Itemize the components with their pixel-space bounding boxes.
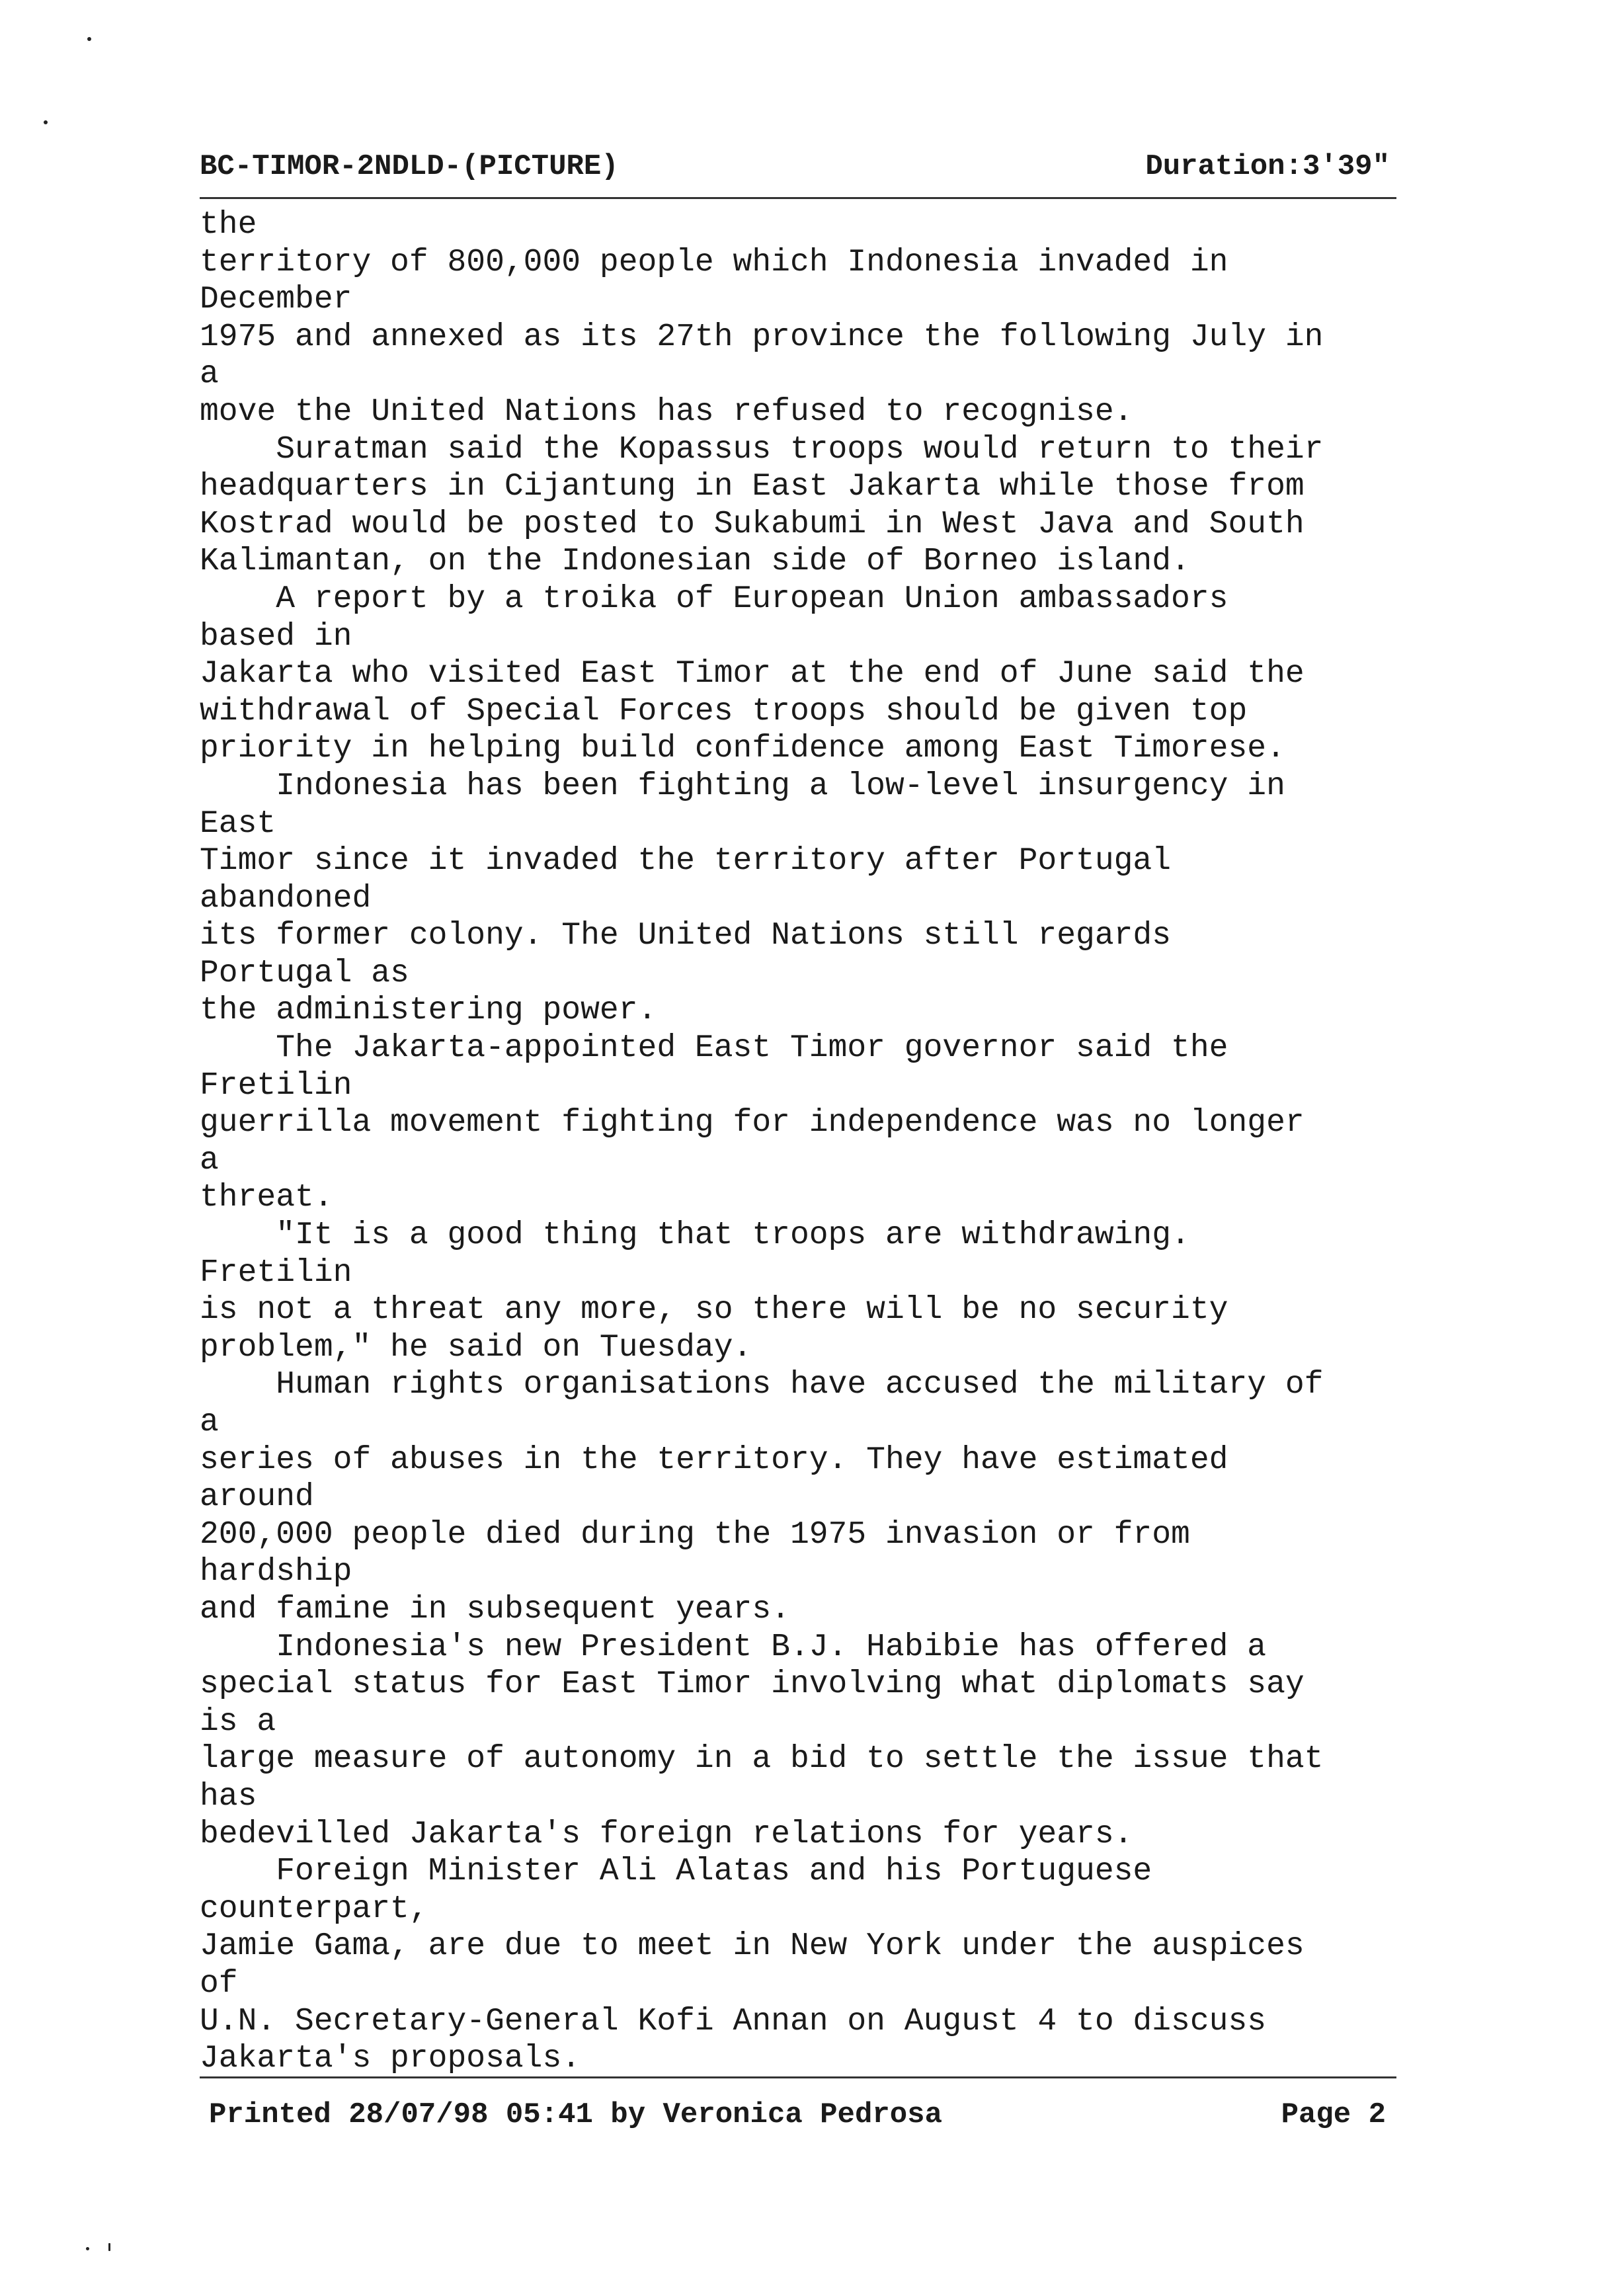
text-line: Portugal as bbox=[200, 955, 409, 991]
story-slug: BC-TIMOR-2NDLD-(PICTURE) bbox=[200, 150, 619, 183]
text-line: priority in helping build confidence among East Timorese. bbox=[200, 731, 1285, 767]
text-line: threat. bbox=[200, 1180, 333, 1216]
text-line: Human rights organisations have accused the military of bbox=[200, 1367, 1324, 1403]
text-line: large measure of autonomy in a bid to settle the issue that bbox=[200, 1741, 1324, 1778]
text-line: Indonesia has been fighting a low-level insurgency in bbox=[200, 768, 1285, 804]
text-line: East bbox=[200, 805, 276, 842]
text-line: a bbox=[200, 1405, 219, 1440]
text-line: December bbox=[200, 282, 352, 318]
text-line: A report by a troika of European Union ambassadors bbox=[200, 581, 1228, 617]
scan-speck bbox=[86, 2247, 89, 2250]
text-line: move the United Nations has refused to recognise. bbox=[200, 393, 1133, 430]
text-line: counterpart, bbox=[200, 1891, 428, 1927]
text-line: guerrilla movement fighting for independence was no longer bbox=[200, 1105, 1305, 1141]
print-info: Printed 28/07/98 05:41 by Veronica Pedrosa bbox=[209, 2098, 942, 2131]
text-line: U.N. Secretary-General Kofi Annan on August 4 to discuss bbox=[200, 2003, 1267, 2039]
text-line: Fretilin bbox=[200, 1254, 352, 1291]
text-line: Kalimantan, on the Indonesian side of Borneo island. bbox=[200, 544, 1190, 580]
text-line: problem," he said on Tuesday. bbox=[200, 1329, 752, 1366]
text-line: 1975 and annexed as its 27th province the following July in bbox=[200, 319, 1324, 355]
text-line: Jakarta's proposals. bbox=[200, 2041, 581, 2077]
page-footer bbox=[209, 2095, 1386, 2135]
text-line: is not a threat any more, so there will be no security bbox=[200, 1292, 1228, 1329]
text-line: around bbox=[200, 1479, 314, 1516]
text-line: withdrawal of Special Forces troops should be given top bbox=[200, 693, 1248, 729]
text-line: Fretilin bbox=[200, 1067, 352, 1104]
text-line: Jakarta who visited East Timor at the end of June said the bbox=[200, 656, 1305, 692]
scan-speck bbox=[87, 37, 91, 41]
page-header bbox=[200, 147, 1390, 186]
text-line: Suratman said the Kopassus troops would return to their bbox=[200, 431, 1324, 468]
text-line: based in bbox=[200, 618, 352, 655]
text-line: of bbox=[200, 1965, 238, 2002]
header-divider bbox=[200, 197, 1396, 199]
text-line: the bbox=[200, 207, 257, 243]
text-line: has bbox=[200, 1778, 257, 1815]
text-line: the administering power. bbox=[200, 993, 657, 1029]
text-line: "It is a good thing that troops are withdrawing. bbox=[200, 1217, 1190, 1254]
text-line: 200,000 people died during the 1975 invasion or from bbox=[200, 1516, 1190, 1553]
text-line: series of abuses in the territory. They have estimated bbox=[200, 1442, 1228, 1478]
text-line: bedevilled Jakarta's foreign relations for years. bbox=[200, 1816, 1133, 1852]
text-line: territory of 800,000 people which Indonesia invaded in bbox=[200, 244, 1228, 280]
text-line: special status for East Timor involving what diplomats say bbox=[200, 1666, 1305, 1703]
text-line: a bbox=[200, 356, 219, 393]
text-line: The Jakarta-appointed East Timor governor said the bbox=[200, 1030, 1228, 1067]
text-line: Jamie Gama, are due to meet in New York under the auspices bbox=[200, 1928, 1305, 1965]
page-number: Page 2 bbox=[1281, 2098, 1386, 2131]
text-line: is a bbox=[200, 1703, 276, 1740]
text-line: abandoned bbox=[200, 880, 372, 917]
duration-label: Duration:3'39" bbox=[1145, 150, 1390, 183]
text-line: hardship bbox=[200, 1554, 352, 1590]
text-line: Kostrad would be posted to Sukabumi in West Java and South bbox=[200, 506, 1305, 542]
text-line: Timor since it invaded the territory after Portugal bbox=[200, 843, 1172, 880]
article-body bbox=[200, 206, 1403, 2078]
scan-speck bbox=[44, 120, 48, 124]
text-line: a bbox=[200, 1142, 219, 1178]
footer-divider bbox=[200, 2076, 1396, 2078]
text-line: and famine in subsequent years. bbox=[200, 1591, 790, 1627]
scan-speck bbox=[108, 2243, 110, 2251]
text-line: Foreign Minister Ali Alatas and his Portuguese bbox=[200, 1854, 1152, 1890]
text-line: its former colony. The United Nations still regards bbox=[200, 918, 1172, 954]
text-line: Indonesia's new President B.J. Habibie has offered a bbox=[200, 1629, 1267, 1665]
text-line: headquarters in Cijantung in East Jakarta while those from bbox=[200, 469, 1305, 505]
